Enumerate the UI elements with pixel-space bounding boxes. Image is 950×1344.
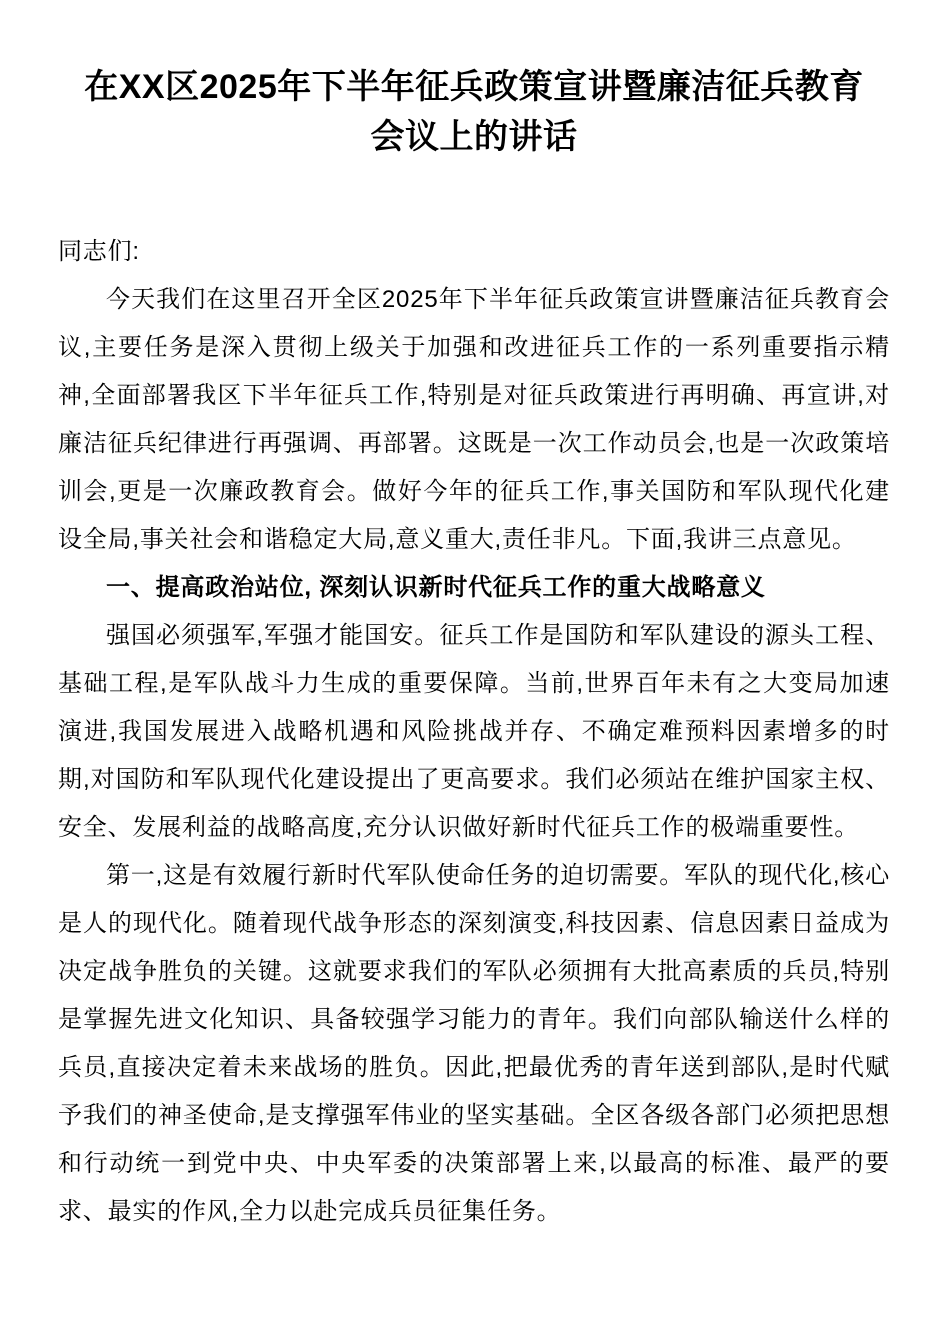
document-title-line-1: 在XX区2025年下半年征兵政策宣讲暨廉洁征兵教育 bbox=[84, 68, 864, 106]
section-1-heading: 一、提高政治站位, 深刻认识新时代征兵工作的重大战略意义 bbox=[106, 574, 766, 601]
document-title-line-2: 会议上的讲话 bbox=[370, 118, 578, 156]
first-point-paragraph: 第一,这是有效履行新时代军队使命任务的迫切需要。军队的现代化,核心是人的现代化。随着现代战争形态的深刻演变,科技因素、信息因素日益成为决定战争胜负的关键。这就要求我们的军队必须拥有大批高素质的兵员,特别是掌握先进文化知识、具备较强学习能力的青年。我们向部队输送什么样的兵员,直接决定着未来战场的胜负。因此,把最优秀的青年送到部队,是时代赋予我们的神圣使命,是支撑强军伟业的坚实基础。全区各级各部门必须把思想和行动统一到党中央、中央军委的决策部署上来,以最高的标准、最严的要求、最实的作风,全力以赴完成兵员征集任务。 bbox=[58, 862, 890, 1225]
document-title bbox=[58, 62, 890, 162]
opening-paragraph: 今天我们在这里召开全区2025年下半年征兵政策宣讲暨廉洁征兵教育会议,主要任务是深入贯彻上级关于加强和改进征兵工作的一系列重要指示精神,全面部署我区下半年征兵工作,特别是对征兵政策进行再明确、再宣讲,对廉洁征兵纪律进行再强调、再部署。这既是一次工作动员会,也是一次政策培训会,更是一次廉政教育会。做好今年的征兵工作,事关国防和军队现代化建设全局,事关社会和谐稳定大局,意义重大,责任非凡。下面,我讲三点意见。 bbox=[58, 286, 890, 553]
salutation-paragraph: 同志们: bbox=[58, 238, 140, 265]
section-1-paragraph: 强国必须强军,军强才能国安。征兵工作是国防和军队建设的源头工程、基础工程,是军队战斗力生成的重要保障。当前,世界百年未有之大变局加速演进,我国发展进入战略机遇和风险挑战并存、不确定难预料因素增多的时期,对国防和军队现代化建设提出了更高要求。我们必须站在维护国家主权、安全、发展利益的战略高度,充分认识做好新时代征兵工作的极端重要性。 bbox=[58, 622, 890, 841]
